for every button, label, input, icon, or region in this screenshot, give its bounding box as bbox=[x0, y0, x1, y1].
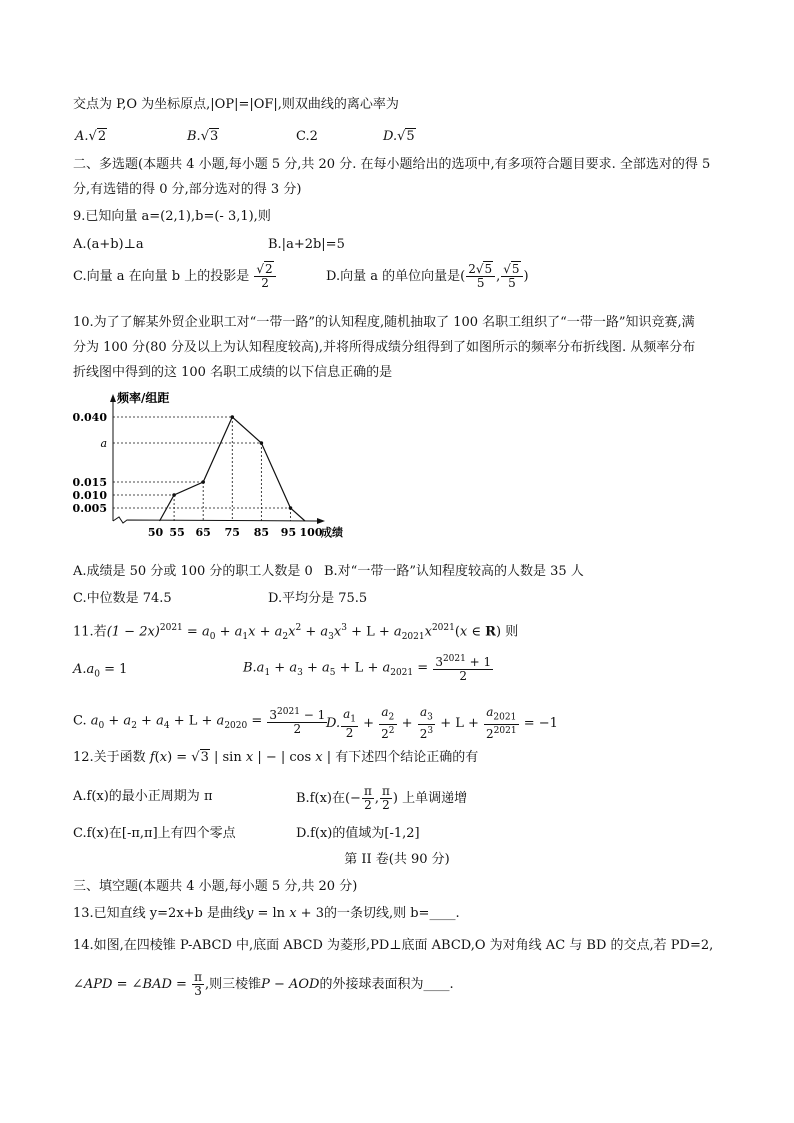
q14-suffix: 的外接球表面积为____. bbox=[319, 977, 454, 992]
q12-option-b-suffix: 上单调递增 bbox=[402, 791, 468, 806]
data-point bbox=[260, 441, 264, 445]
q10-option-b: B.对“一带一路”认知程度较高的人数是 35 人 bbox=[324, 564, 584, 579]
x-tick-label: 55 bbox=[169, 526, 185, 539]
q10-option-c: C.中位数是 74.5 bbox=[73, 591, 172, 606]
q12-option-c: C.f(x)在[-π,π]上有四个零点 bbox=[73, 826, 236, 841]
y-axis-arrow bbox=[110, 394, 116, 402]
q11-option-a: $A.a_0 = 1$ bbox=[73, 662, 128, 680]
q9-option-d-text: D.向量 a 的单位向量是 bbox=[326, 269, 461, 284]
y-tick-label: a bbox=[100, 437, 107, 450]
q9-stem: 9.已知向量 a=(2,1),b=(- 3,1),则 bbox=[73, 209, 271, 224]
section2-heading: 二、多选题(本题共 4 小题,每小题 5 分,共 20 分. 在每小题给出的选项中,有多项符合题目要求. 全部选对的得 5 bbox=[73, 157, 711, 172]
q8-option-d: D.√5 bbox=[383, 129, 415, 144]
x-tick-label: 65 bbox=[195, 526, 211, 539]
q12-prefix: 12.关于函数 bbox=[73, 750, 146, 765]
x-tick-label: 100 bbox=[299, 526, 323, 539]
q9-option-c-text: C.向量 a 在向量 b 上的投影是 bbox=[73, 269, 250, 284]
q9-option-c bbox=[73, 263, 277, 290]
section3-heading: 三、填空题(本题共 4 小题,每小题 5 分,共 20 分) bbox=[73, 879, 358, 894]
q11-option-c: C. $a_0 + a_2 + a_4 + L + a_{2020}$ = $\frac{3^{2021} - 1}{2}$ bbox=[73, 707, 326, 736]
part2-title: 第 II 卷(共 90 分) bbox=[344, 852, 450, 867]
q10-stem-2: 分为 100 分(80 分及以上为认知程度较高),并将所得成绩分组得到了如图所示的频率分布折线图. 从频率分布 bbox=[73, 340, 696, 355]
y-axis-label: 频率/组距 bbox=[117, 391, 170, 405]
q12-suffix: 有下述四个结论正确的有 bbox=[335, 750, 479, 765]
y-tick-label: 0.010 bbox=[72, 489, 107, 502]
q11-prefix: 11.若 bbox=[73, 624, 107, 640]
x-tick-label: 75 bbox=[224, 526, 240, 539]
q8-stem: 交点为 P,O 为坐标原点,|OP|=|OF|,则双曲线的离心率为 bbox=[73, 97, 399, 112]
q8-option-c: C.2 bbox=[296, 129, 318, 144]
data-point bbox=[230, 415, 234, 419]
q12-option-d: D.f(x)的值域为[-1,2] bbox=[296, 826, 420, 841]
y-tick-label: 0.015 bbox=[72, 476, 107, 489]
q11-stem: 11.若$(1 - 2x)^{2021} = a_0 + a_1x + a_2x^2 + a_3x^3 + L + a_{2021}x^{2021}(x$ ∈ R) 则 bbox=[73, 623, 519, 642]
q10-option-a: A.成绩是 50 分或 100 分的职工人数是 0 bbox=[73, 564, 313, 579]
q9-option-a: A.(a+b)⊥a bbox=[73, 237, 144, 252]
data-point bbox=[289, 506, 293, 510]
data-point bbox=[201, 480, 205, 484]
q9-option-b: B.|a+2b|=5 bbox=[268, 237, 345, 252]
q11-suffix: 则 bbox=[505, 624, 519, 640]
q14-stem-1: 14.如图,在四棱锥 P-ABCD 中,底面 ABCD 为菱形,PD⊥底面 ABCD,O 为对角线 AC 与 BD 的交点,若 PD=2, bbox=[73, 938, 714, 953]
x-tick-label: 85 bbox=[253, 526, 270, 539]
q12-option-b-prefix: B.f(x)在 bbox=[296, 791, 345, 806]
q11-option-d: D. $\frac{a_1}{2}$ + $\frac{a_2}{2^2}$ + $\frac{a_3}{2^3}$ + L + $\frac{a_{2021}}{2^{2021}}$ = −1 bbox=[326, 705, 558, 742]
x-axis bbox=[113, 517, 317, 523]
q8-option-a: A.√2 bbox=[75, 129, 107, 144]
q12-option-a: A.f(x)的最小正周期为 π bbox=[73, 789, 213, 804]
q9-option-c-fraction: $\frac{√2}{2}$ bbox=[254, 263, 275, 290]
q8-option-b: B.√3 bbox=[187, 129, 219, 144]
q11-option-b: $B.a_1 + a_3 + a_5 + L + a_{2021}$ = $\frac{3^{2021} + 1}{2}$ bbox=[243, 654, 492, 683]
q14-stem-2: ∠APD = ∠BAD = $\frac{\pi}{3}$ ,则三棱锥P − AOD的外接球表面积为____. bbox=[73, 970, 454, 998]
data-point bbox=[172, 493, 176, 497]
x-tick-label: 50 bbox=[147, 526, 164, 539]
q10-stem-1: 10.为了了解某外贸企业职工对“一带一路”的认知程度,随机抽取了 100 名职工组织了“一带一路”知识竞赛,满 bbox=[73, 315, 695, 330]
q10-stem-3: 折线图中得到的这 100 名职工成绩的以下信息正确的是 bbox=[73, 365, 393, 380]
q13-prefix: 13.已知直线 y=2x+b 是曲线 bbox=[73, 906, 246, 921]
y-tick-label: 0.005 bbox=[72, 502, 107, 515]
q13-stem: 13.已知直线 y=2x+b 是曲线y = ln x + 3的一条切线,则 b=____. bbox=[73, 906, 460, 921]
y-tick-label: 0.040 bbox=[72, 411, 107, 424]
q10-option-d: D.平均分是 75.5 bbox=[268, 591, 368, 606]
x-axis-arrow bbox=[317, 518, 325, 524]
q12-stem: 12.关于函数 f(x) = √3 | sin x | − | cos x | 有下述四个结论正确的有 bbox=[73, 750, 479, 765]
q12-option-b: B.f(x)在(− $\frac{\pi}{2}$ , $\frac{\pi}{2}$ ) 上单调递增 bbox=[296, 784, 468, 812]
q14-mid: ,则三棱锥 bbox=[204, 977, 262, 992]
x-axis-label: 成绩 bbox=[321, 526, 343, 539]
q9-option-d: D.向量 a 的单位向量是( $\frac{2√5}{5}$ , $\frac{√5}{5}$ ) bbox=[326, 262, 529, 290]
x-tick-label: 95 bbox=[280, 526, 297, 539]
q13-suffix: 的一条切线,则 b=____. bbox=[323, 906, 460, 921]
section2-heading-cont: 分,有选错的得 0 分,部分选对的得 3 分) bbox=[73, 182, 302, 197]
frequency-polygon-chart bbox=[70, 386, 343, 551]
